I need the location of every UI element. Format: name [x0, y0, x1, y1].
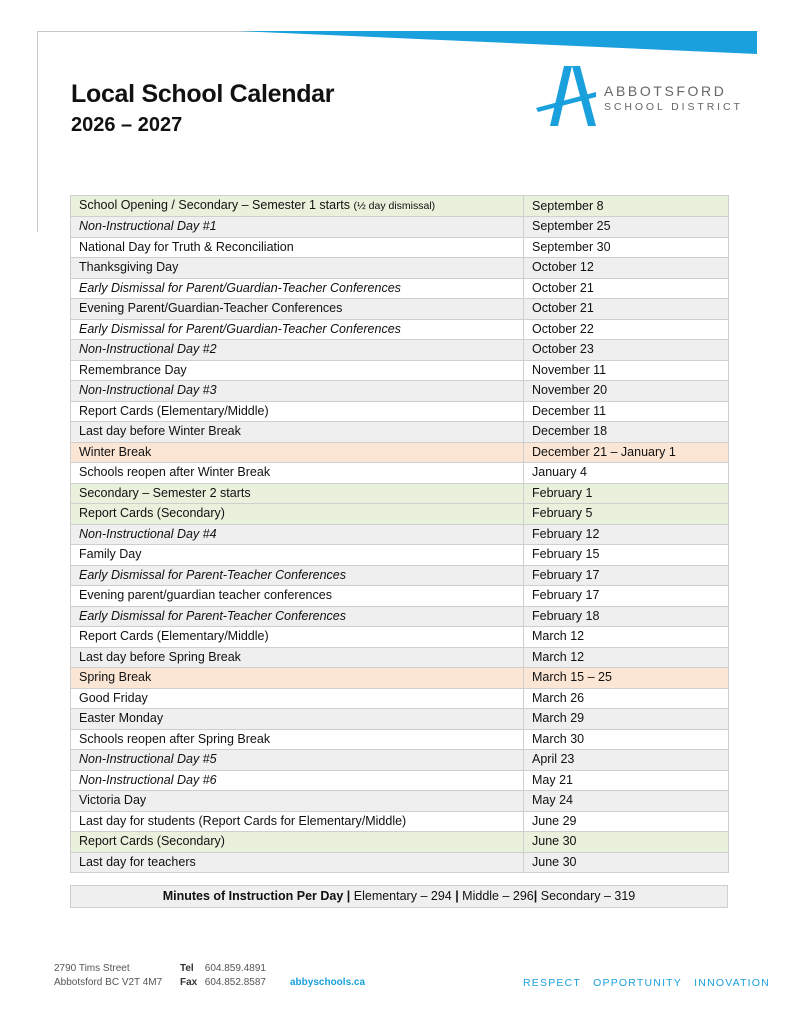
event-cell — [71, 647, 524, 668]
event-name: Evening parent/guardian teacher conferences — [79, 588, 332, 603]
event-date: September 30 — [524, 237, 729, 258]
calendar-row — [71, 401, 729, 422]
fax-label: Fax — [180, 977, 198, 988]
footer-contact — [180, 962, 266, 990]
calendar-row — [71, 586, 729, 607]
event-cell — [71, 565, 524, 586]
event-date: March 15 – 25 — [524, 668, 729, 689]
fax-number: 604.852.8587 — [204, 977, 266, 988]
calendar-row — [71, 360, 729, 381]
event-cell — [71, 258, 524, 279]
event-name: Non-Instructional Day #4 — [79, 526, 217, 541]
event-name: Good Friday — [79, 690, 148, 705]
minutes-label: Minutes of Instruction Per Day | — [162, 889, 351, 903]
event-name: Victoria Day — [79, 793, 147, 808]
event-date: October 21 — [524, 278, 729, 299]
event-cell — [71, 319, 524, 340]
calendar-row — [71, 340, 729, 361]
event-name: Non-Instructional Day #1 — [79, 219, 217, 234]
event-name: Spring Break — [79, 670, 152, 685]
calendar-row — [71, 750, 729, 771]
tel-number: 604.859.4891 — [204, 963, 266, 974]
event-cell — [71, 545, 524, 566]
district-logo-icon — [536, 64, 598, 128]
calendar-row — [71, 196, 729, 217]
event-note: (½ day dismissal) — [353, 200, 436, 212]
calendar-row — [71, 381, 729, 402]
event-name: Schools reopen after Winter Break — [79, 465, 271, 480]
event-date: December 18 — [524, 422, 729, 443]
event-cell — [71, 668, 524, 689]
district-motto: RESPECT OPPORTUNITY INNOVATION — [523, 977, 770, 989]
calendar-row — [71, 832, 729, 853]
event-date: September 25 — [524, 217, 729, 238]
event-date: January 4 — [524, 463, 729, 484]
event-name: Early Dismissal for Parent-Teacher Conferences — [79, 608, 347, 623]
calendar-row — [71, 668, 729, 689]
event-name: National Day for Truth & Reconciliation — [79, 239, 294, 254]
event-cell — [71, 483, 524, 504]
event-date: February 18 — [524, 606, 729, 627]
event-date: May 21 — [524, 770, 729, 791]
event-cell — [71, 627, 524, 648]
event-name: School Opening / Secondary – Semester 1 starts — [79, 198, 350, 212]
event-cell — [71, 299, 524, 320]
event-name: Report Cards (Secondary) — [79, 506, 225, 521]
calendar-row — [71, 442, 729, 463]
calendar-row — [71, 811, 729, 832]
minutes-separator: | — [533, 889, 538, 903]
event-date: November 20 — [524, 381, 729, 402]
event-cell — [71, 381, 524, 402]
event-date: May 24 — [524, 791, 729, 812]
event-name: Non-Instructional Day #6 — [79, 772, 217, 787]
event-name: Early Dismissal for Parent/Guardian-Teacher Conferences — [79, 280, 401, 295]
event-date: March 29 — [524, 709, 729, 730]
event-date: June 30 — [524, 852, 729, 873]
calendar-row — [71, 258, 729, 279]
event-name: Report Cards (Elementary/Middle) — [79, 403, 269, 418]
calendar-row — [71, 524, 729, 545]
address-line-1: 2790 Tims Street — [54, 963, 130, 974]
calendar-row — [71, 791, 729, 812]
event-date: June 29 — [524, 811, 729, 832]
top-accent-stripe — [0, 0, 791, 60]
event-cell — [71, 401, 524, 422]
tel-label: Tel — [180, 963, 194, 974]
website-link[interactable]: abbyschools.ca — [290, 977, 366, 988]
event-name: Remembrance Day — [79, 362, 187, 377]
event-name: Report Cards (Elementary/Middle) — [79, 629, 269, 644]
event-cell — [71, 770, 524, 791]
minutes-middle: Middle – 296 — [458, 889, 534, 903]
event-date: October 22 — [524, 319, 729, 340]
event-cell — [71, 709, 524, 730]
event-name: Non-Instructional Day #3 — [79, 383, 217, 398]
event-cell — [71, 442, 524, 463]
event-date: March 12 — [524, 627, 729, 648]
event-name: Last day before Spring Break — [79, 649, 241, 664]
event-cell — [71, 852, 524, 873]
event-date: March 30 — [524, 729, 729, 750]
event-date: October 12 — [524, 258, 729, 279]
calendar-row — [71, 688, 729, 709]
event-name: Last day before Winter Break — [79, 424, 241, 439]
calendar-row — [71, 545, 729, 566]
school-year: 2026 – 2027 — [71, 114, 183, 136]
event-cell — [71, 340, 524, 361]
logo-name: ABBOTSFORD — [604, 83, 727, 99]
event-date: February 12 — [524, 524, 729, 545]
minutes-separator: | — [455, 889, 459, 903]
event-date: April 23 — [524, 750, 729, 771]
event-name: Evening Parent/Guardian-Teacher Conferences — [79, 301, 343, 316]
calendar-row — [71, 299, 729, 320]
event-name: Winter Break — [79, 444, 152, 459]
event-name: Early Dismissal for Parent-Teacher Conferences — [79, 567, 347, 582]
event-cell — [71, 278, 524, 299]
page-title: Local School Calendar — [71, 80, 335, 108]
event-cell — [71, 237, 524, 258]
event-date: March 12 — [524, 647, 729, 668]
logo-subtitle: SCHOOL DISTRICT — [604, 101, 743, 113]
event-date: February 1 — [524, 483, 729, 504]
event-date: December 21 – January 1 — [524, 442, 729, 463]
event-date: December 11 — [524, 401, 729, 422]
event-date: February 5 — [524, 504, 729, 525]
event-date: February 17 — [524, 565, 729, 586]
event-date: March 26 — [524, 688, 729, 709]
calendar-row — [71, 483, 729, 504]
event-name: Easter Monday — [79, 711, 164, 726]
event-date: September 8 — [524, 196, 729, 217]
event-name: Secondary – Semester 2 starts — [79, 485, 251, 500]
event-cell — [71, 504, 524, 525]
event-name: Early Dismissal for Parent/Guardian-Teacher Conferences — [79, 321, 401, 336]
event-name: Last day for teachers — [79, 854, 196, 869]
event-cell — [71, 750, 524, 771]
minutes-of-instruction — [70, 885, 728, 908]
event-cell — [71, 586, 524, 607]
calendar-row — [71, 217, 729, 238]
event-date: February 17 — [524, 586, 729, 607]
minutes-elementary: Elementary – 294 — [350, 889, 456, 903]
event-cell — [71, 360, 524, 381]
event-name: Family Day — [79, 547, 142, 562]
event-name: Non-Instructional Day #2 — [79, 342, 217, 357]
event-cell — [71, 463, 524, 484]
event-name: Non-Instructional Day #5 — [79, 752, 217, 767]
event-cell — [71, 791, 524, 812]
event-cell — [71, 524, 524, 545]
event-cell — [71, 832, 524, 853]
event-cell — [71, 811, 524, 832]
calendar-row — [71, 770, 729, 791]
event-date: October 21 — [524, 299, 729, 320]
minutes-secondary: Secondary – 319 — [537, 889, 636, 903]
event-date: June 30 — [524, 832, 729, 853]
calendar-table — [70, 195, 729, 873]
calendar-row — [71, 565, 729, 586]
event-name: Thanksgiving Day — [79, 260, 179, 275]
calendar-row — [71, 627, 729, 648]
event-cell — [71, 688, 524, 709]
event-date: October 23 — [524, 340, 729, 361]
event-name: Last day for students (Report Cards for Elementary/Middle) — [79, 813, 407, 828]
event-cell — [71, 729, 524, 750]
calendar-row — [71, 237, 729, 258]
event-name: Report Cards (Secondary) — [79, 834, 225, 849]
footer-address — [54, 962, 162, 990]
calendar-row — [71, 729, 729, 750]
address-line-2: Abbotsford BC V2T 4M7 — [54, 977, 163, 988]
event-cell — [71, 422, 524, 443]
event-name: Schools reopen after Spring Break — [79, 731, 271, 746]
event-date: November 11 — [524, 360, 729, 381]
event-cell — [71, 217, 524, 238]
calendar-row — [71, 422, 729, 443]
calendar-row — [71, 463, 729, 484]
calendar-row — [71, 278, 729, 299]
calendar-row — [71, 319, 729, 340]
calendar-row — [71, 852, 729, 873]
event-cell — [71, 606, 524, 627]
event-cell — [71, 196, 524, 217]
calendar-row — [71, 606, 729, 627]
event-date: February 15 — [524, 545, 729, 566]
calendar-row — [71, 709, 729, 730]
calendar-row — [71, 504, 729, 525]
calendar-row — [71, 647, 729, 668]
